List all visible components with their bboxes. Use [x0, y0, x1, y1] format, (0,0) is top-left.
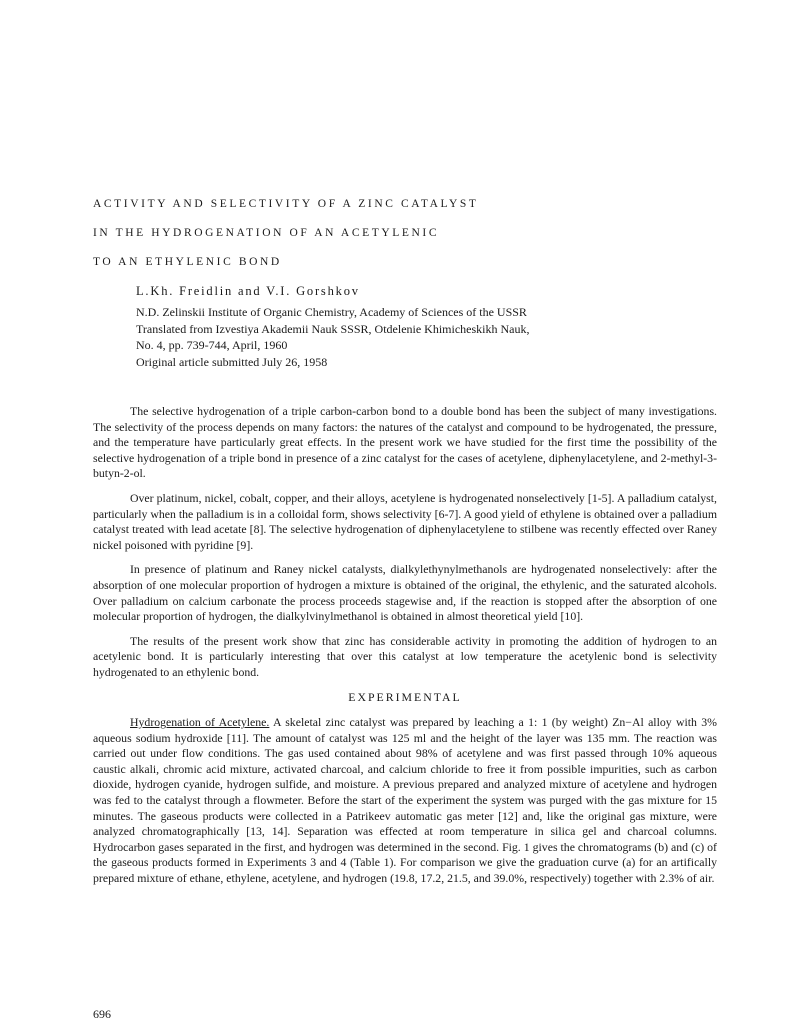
- paragraph: Over platinum, nickel, cobalt, copper, and their alloys, acetylene is hydrogenated nonselectively [1-5]. A palladium catalyst, particularly when the palladium is in a colloidal form, shows selectivity [6-7]. A good yield of ethylene is obtained over a palladium catalyst treated with lead acetate [8]. The selective hydrogenation of diphenylacetylene to stilbene was recently effected over Raney nickel poisoned with pyridine [9].: [93, 490, 717, 552]
- experimental-paragraph: [93, 715, 717, 887]
- affiliation-line: Translated from Izvestiya Akademii Nauk SSSR, Otdelenie Khimicheskikh Nauk,: [136, 321, 530, 336]
- authors: L.Kh. Freidlin and V.I. Gorshkov: [136, 284, 360, 298]
- paragraph: The results of the present work show that zinc has considerable activity in promoting the addition of hydrogen to an acetylenic bond. It is particularly interesting that over this catalyst at low temperature the acetylenic bond is selectivity hydrogenated to an ethylenic bond.: [93, 633, 717, 679]
- title-line: ACTIVITY AND SELECTIVITY OF A ZINC CATALYST: [93, 198, 479, 210]
- article-body: [93, 404, 717, 887]
- article-title: [93, 190, 479, 277]
- page-number: 696: [93, 1007, 111, 1021]
- affiliation-line: Original article submitted July 26, 1958: [136, 354, 328, 369]
- section-heading: EXPERIMENTAL: [348, 689, 462, 704]
- paragraph: The selective hydrogenation of a triple carbon-carbon bond to a double bond has been the subject of many investigations. The selectivity of the process depends on many factors: the natures of the catalyst and compound to be hydrogenated, the pressure, and the temperature have particularly great effects. In the present work we have studied for the first time the possibility of the selective hydrogenation of a triple bond in presence of a zinc catalyst for the cases of acetylene, diphenylacetylene, and 2-methyl-3-butyn-2-ol.: [93, 404, 717, 481]
- title-line: TO AN ETHYLENIC BOND: [93, 256, 282, 268]
- affiliation-line: N.D. Zelinskii Institute of Organic Chemistry, Academy of Sciences of the USSR: [136, 305, 527, 319]
- experimental-text: A skeletal zinc catalyst was prepared by leaching a 1: 1 (by weight) Zn−Al alloy with 3% aqueous sodium hydroxide [11]. The amount of catalyst was 125 ml and the height of the layer was 135 mm. The reaction was carried out under flow conditions. The gas used contained about 98% of acetylene and was first passed through 10% aqueous caustic alkali, chromic acid mixture, activated charcoal, and calcium chloride to free it from possible impurities, such as carbon dioxide, hydrogen cyanide, hydrogen sulfide, and moisture. A previous prepared and analyzed mixture of acetylene and hydrogen was fed to the catalyst through a flowmeter. Before the start of the experiment the system was purged with the gas mixture for 15 minutes. The gaseous products were collected in a Patrikeev automatic gas meter [12] and, like the original gas mixture, were analyzed chromatographically [13, 14]. Separation was effected at room temperature in silica gel and charcoal columns. Hydrocarbon gases separated in the first, and hydrogen was determined in the second. Fig. 1 gives the chromatograms (b) and (c) of the gaseous products formed in Experiments 3 and 4 (Table 1). For comparison we give the graduation curve (a) for an artifically prepared mixture of ethane, ethylene, acetylene, and hydrogen (19.8, 17.2, 21.5, and 39.0%, respectively) together with 2.3% of air.: [93, 715, 718, 886]
- title-line: IN THE HYDROGENATION OF AN ACETYLENIC: [93, 227, 440, 239]
- affiliation-line: No. 4, pp. 739-744, April, 1960: [136, 338, 288, 352]
- affiliation-block: [136, 304, 530, 370]
- paragraph: In presence of platinum and Raney nickel catalysts, dialkylethynylmethanols are hydrogenated nonselectively: after the absorption of one molecular proportion of hydrogen a mixture is obtained of the original, the ethylenic, and the saturated alcohols. Over palladium on calcium carbonate the process proceeds stagewise and, if the reaction is stopped after the absorption of one molecular proportion of hydrogen, the dialkylvinylmethanol is obtained in almost theoretical yield [10].: [93, 562, 717, 624]
- runin-heading: Hydrogenation of Acetylene.: [130, 715, 270, 730]
